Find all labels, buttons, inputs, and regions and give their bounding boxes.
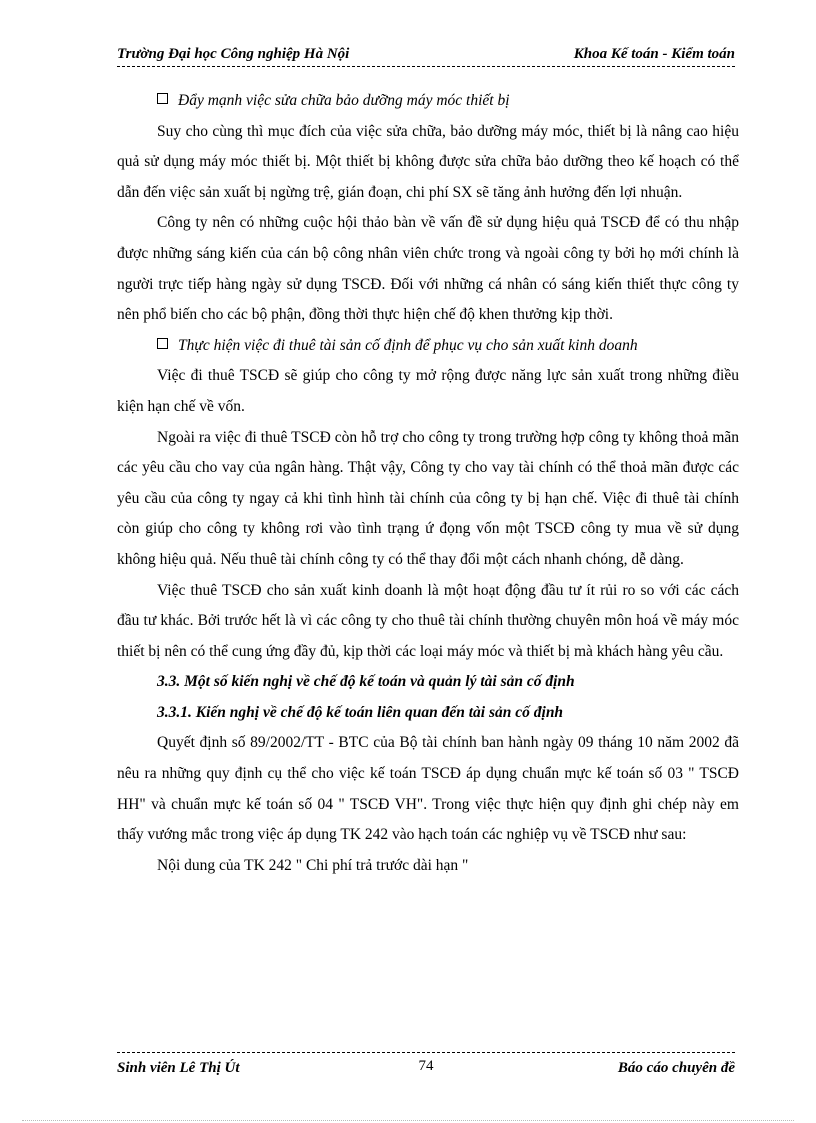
header-school: Trường Đại học Công nghiệp Hà Nội xyxy=(117,46,350,62)
paragraph: Việc thuê TSCĐ cho sản xuất kinh doanh là một hoạt động đầu tư ít rủi ro so với các cách đầu tư khác. Bởi trước hết là vì các công ty cho thuê tài chính thường chuyên môn hoá về máy móc thiết bị nên có thể cung ứng đầy đủ, kịp thời các loại máy móc và thiết bị mà khách hàng yêu cầu. xyxy=(117,581,739,660)
page-number: 74 xyxy=(418,1058,434,1074)
bullet-heading-leasing: Thực hiện việc đi thuê tài sản cố định để phục vụ cho sản xuất kinh doanh xyxy=(117,331,739,362)
header-faculty: Khoa Kế toán - Kiểm toán xyxy=(573,46,735,62)
footer-student: Sinh viên Lê Thị Út xyxy=(117,1060,240,1076)
paragraph: Quyết định số 89/2002/TT - BTC của Bộ tài chính ban hành ngày 09 tháng 10 năm 2002 đã nêu ra những quy định cụ thể cho việc kế toán TSCĐ áp dụng chuẩn mực kế toán số 03 " TSCĐ HH" và chuẩn mực kế toán số 04 " TSCĐ VH". Trong việc thực hiện quy định ghi chép này em thấy vướng mắc trong việc áp dụng TK 242 vào hạch toán các nghiệp vụ về TSCĐ như sau: xyxy=(117,734,739,844)
checkbox-bullet-icon xyxy=(157,338,168,349)
paragraph: Suy cho cùng thì mục đích của việc sửa chữa, bảo dưỡng máy móc, thiết bị là nâng cao hiệu quả sử dụng máy móc thiết bị. Một thiết bị không được sửa chữa bảo dưỡng theo kế hoạch có thể dẫn đến việc sản xuất bị ngừng trệ, gián đoạn, chi phí SX sẽ tăng ảnh hưởng đến lợi nhuận. xyxy=(117,122,739,201)
page-content xyxy=(117,86,739,881)
footer-divider xyxy=(117,1052,735,1053)
paragraph: Ngoài ra việc đi thuê TSCĐ còn hỗ trợ cho công ty trong trường hợp công ty không thoả mãn các yêu cầu cho vay của ngân hàng. Thật vậy, Công ty cho vay tài chính có thể thoả mãn được các yêu cầu của công ty ngay cả khi tình hình tài chính của công ty bị hạn chế. Việc đi thuê tài chính còn giúp cho công ty không rơi vào tình trạng ứ đọng vốn một TSCĐ công ty mua về sử dụng không hiệu quả. Nếu thuê tài chính công ty có thể thay đổi một cách nhanh chóng, dễ dàng. xyxy=(117,428,739,568)
checkbox-bullet-icon xyxy=(157,93,168,104)
paragraph: Công ty nên có những cuộc hội thảo bàn về vấn đề sử dụng hiệu quả TSCĐ để có thu nhập được những sáng kiến của cán bộ công nhân viên chức trong và ngoài công ty bởi họ mới chính là người trực tiếp hàng ngày sử dụng TSCĐ. Đối với những cá nhân có sáng kiến thiết thực công ty nên phổ biến cho các bộ phận, đồng thời thực hiện chế độ khen thưởng kịp thời. xyxy=(117,214,739,324)
subsection-heading: 3.3.1. Kiến nghị về chế độ kế toán liên quan đến tài sản cố định xyxy=(157,703,564,721)
bullet-heading-maintenance: Đẩy mạnh việc sửa chữa bảo dưỡng máy móc thiết bị xyxy=(117,86,739,117)
page-bottom-divider xyxy=(22,1120,794,1121)
section-heading: 3.3. Một số kiến nghị về chế độ kế toán và quản lý tài sản cố định xyxy=(157,673,575,691)
page-header xyxy=(117,44,735,67)
page-footer xyxy=(117,1060,735,1082)
paragraph: Nội dung của TK 242 " Chi phí trả trước dài hạn " xyxy=(157,856,469,874)
footer-report-type: Báo cáo chuyên đề xyxy=(617,1060,735,1076)
paragraph: Việc đi thuê TSCĐ sẽ giúp cho công ty mở rộng được năng lực sản xuất trong những điều kiện hạn chế về vốn. xyxy=(117,367,739,415)
